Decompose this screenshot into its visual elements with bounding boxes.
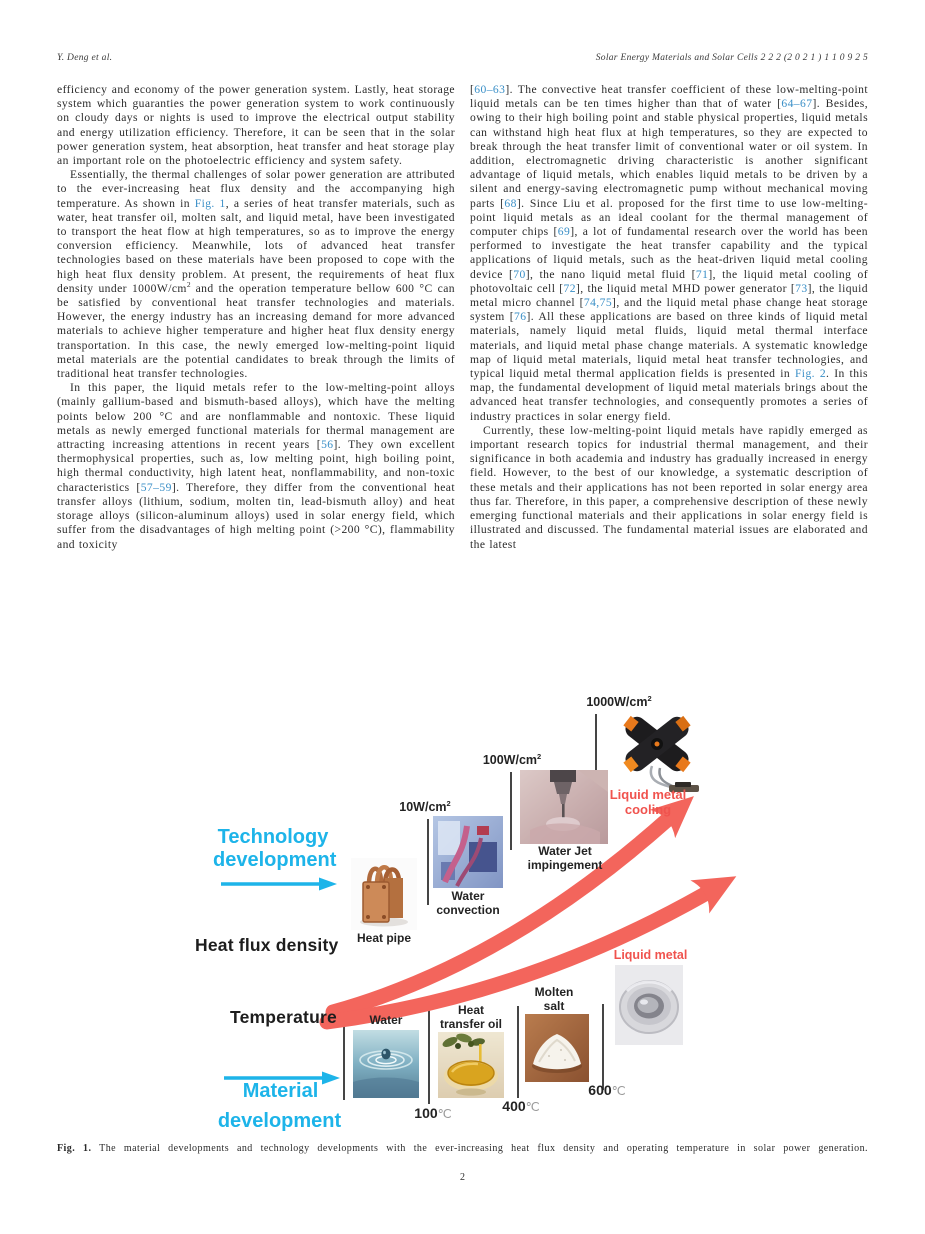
- caption-text: The material developments and technology developments with the ever-increasing heat flux density and operating temperature in solar power generation.: [91, 1143, 868, 1154]
- reference-link[interactable]: 68: [504, 196, 517, 210]
- caption-tag: Fig. 1.: [57, 1143, 92, 1154]
- molten-salt-label: Molten salt: [534, 985, 574, 1014]
- header-journal: Solar Energy Materials and Solar Cells 2 2 2 (2 0 2 1 ) 1 1 0 9 2 5: [595, 53, 868, 63]
- reference-link[interactable]: 64–67: [781, 97, 813, 111]
- reference-link[interactable]: 73: [795, 281, 808, 295]
- flux-10-label: $10W/cm^2$: [399, 798, 451, 814]
- reference-link[interactable]: 56: [321, 438, 334, 452]
- reference-link[interactable]: 72: [563, 281, 576, 295]
- temp-400-label: 400℃: [502, 1098, 540, 1114]
- water-jet-label: Water Jet impingement: [527, 844, 603, 873]
- reference-link[interactable]: 74,75: [583, 296, 613, 310]
- page-number: 2: [460, 1172, 465, 1183]
- flux-1000-label: $1000W/cm^2$: [586, 693, 652, 709]
- paragraph: Essentially, the thermal challenges of solar power generation are attributed to the ever-increasing heat flux density and the accompanying high temperature. As shown in Fig. 1, a series of heat transfer materials, such as water, heat transfer oil, molten salt, and liquid metal, have been investigated to transport the heat flow at high temperatures, so as to improve the energy conversion efficiency. Meanwhile, lots of advanced heat transfer technologies based on these materials have been proposed to cope with the high heat flux density problem. At present, the requirements of heat flux density under $1000W/cm^2$ and the operation temperature bellow 600 °C can be satisfied by conventional heat transfer technologies and materials. However, the energy industry has an increasing demand for more advanced materials to achieve higher temperature and higher heat flux density energy transportation. In this case, the newly emerged low-melting-point liquid metal materials are the potential candidates to break through the limits of traditional heat transfer technologies.: [57, 168, 455, 381]
- reference-link[interactable]: 76: [514, 310, 527, 324]
- paragraph: [60–63]. The convective heat transfer coefficient of these low-melting-point liquid metals can be ten times higher than that of water [64–67]. Besides, owing to their high boiling point and stable physical properties, liquid metals can withstand high heat flux at high temperatures, so they are expected to break through the heat transfer limit of conventional water or oil system. In addition, electromagnetic driving characteristic is another significant advantage of liquid metals, which enables liquid metals to be driven by a silent and energy-saving electromagnetic pump without mechanical moving parts [68]. Since Liu et al. proposed for the first time to use low-melting-point liquid metals as an ideal coolant for the thermal management of computer chips [69], a lot of fundamental research over the world has been performed to investigate the heat transfer capability and the typical applications of liquid metals, such as the heat-driven liquid metal cooling device [70], the nano liquid metal fluid [71], the liquid metal cooling of photovoltaic cell [72], the liquid metal MHD power generator [73], the liquid metal micro channel [74,75], and the liquid metal phase change heat storage system [76]. All these applications are based on three kinds of liquid metal materials, namely liquid metal fluids, liquid metal thermal interface materials, and liquid metal phase change materials. A systematic knowledge map of liquid metal materials, liquid metal heat transfer technologies, and typical liquid metal thermal application fields is presented in Fig. 2. In this map, the fundamental development of liquid metal materials brings about the advanced heat transfer technologies, and consequently promotes a series of industry practices in solar energy field.: [470, 83, 869, 423]
- reference-link[interactable]: 71: [695, 267, 709, 281]
- material-development-label-line2: development: [217, 1110, 342, 1132]
- text-column-right: [470, 83, 868, 552]
- paragraph: efficiency and economy of the power generation system. Lastly, heat storage system which guaranties the power generation system to work continuously on cloudy days or nights is used to improve the electrical output stability and energy utilization efficiency. Therefore, it can be seen that in the solar power generation system, heat absorption, heat transfer and heat storage play an important role on the photoelectric efficiency and system safety.: [57, 83, 455, 168]
- paragraph: In this paper, the liquid metals refer to the low-melting-point alloys (mainly gallium-based and bismuth-based alloys), which have the melting points below 200 °C and are nonflammable and nontoxic. These liquid metals as newly emerged functional materials for thermal management are attracting increasing attentions in recent years [56]. They own excellent thermophysical properties, such as, low melting point, high boiling point, high thermal conductivity, high latent heat, nonflammability, and non-toxic characteristics [57–59]. Therefore, they differ from the conventional heat transfer alloys (lithium, sodium, molten tin, lead-bismuth alloy) and heat storage alloys (silicon-aluminum alloys) used in solar energy field, which suffer from the disadvantages of high melting point (>200 °C), flammability and toxicity: [57, 381, 455, 551]
- reference-link[interactable]: Fig. 1: [194, 196, 226, 210]
- reference-link[interactable]: 70: [513, 267, 526, 281]
- technology-development-label: Technology development: [213, 826, 337, 871]
- figure-1: [185, 692, 750, 1152]
- flux-100-label: $100W/cm^2$: [482, 751, 542, 767]
- liquid-metal-label: Liquid metal: [613, 948, 688, 962]
- reference-link[interactable]: 60–63: [474, 83, 506, 96]
- heat-flux-density-label: Heat flux density: [195, 935, 339, 955]
- liquid-metal-cooling-label: Liquid metal cooling: [609, 787, 687, 817]
- reference-link[interactable]: 69: [557, 225, 571, 239]
- text-column-left: [57, 83, 455, 552]
- paragraph: Currently, these low-melting-point liquid metals have rapidly emerged as important research topics for industrial thermal management, and their significance in both academia and industry has gradually increased in energy field. However, to the best of our knowledge, a systematic description of these metals and their applications has not been reported in solar energy area thus far. Therefore, in this paper, a comprehensive description of these newly emerging functional materials and their applications in solar energy field is illustrated and discussed. The fundamental material issues are elaborated and the latest: [470, 423, 868, 551]
- water-convection-label: Water convection: [436, 889, 500, 918]
- header-authors: Y. Deng et al.: [57, 53, 113, 63]
- heat-pipe-label: Heat pipe: [356, 931, 411, 945]
- reference-link[interactable]: Fig. 2: [794, 367, 827, 381]
- temperature-label: Temperature: [230, 1007, 337, 1027]
- material-development-label-line1: Material: [242, 1080, 319, 1102]
- water-label: Water: [369, 1013, 403, 1027]
- temp-100-label: 100℃: [414, 1105, 452, 1121]
- heat-transfer-oil-label: Heat transfer oil: [439, 1003, 502, 1032]
- temp-600-label: 600℃: [588, 1082, 626, 1098]
- technology-arrow-icon: [220, 876, 338, 892]
- reference-link[interactable]: 57–59: [140, 480, 172, 494]
